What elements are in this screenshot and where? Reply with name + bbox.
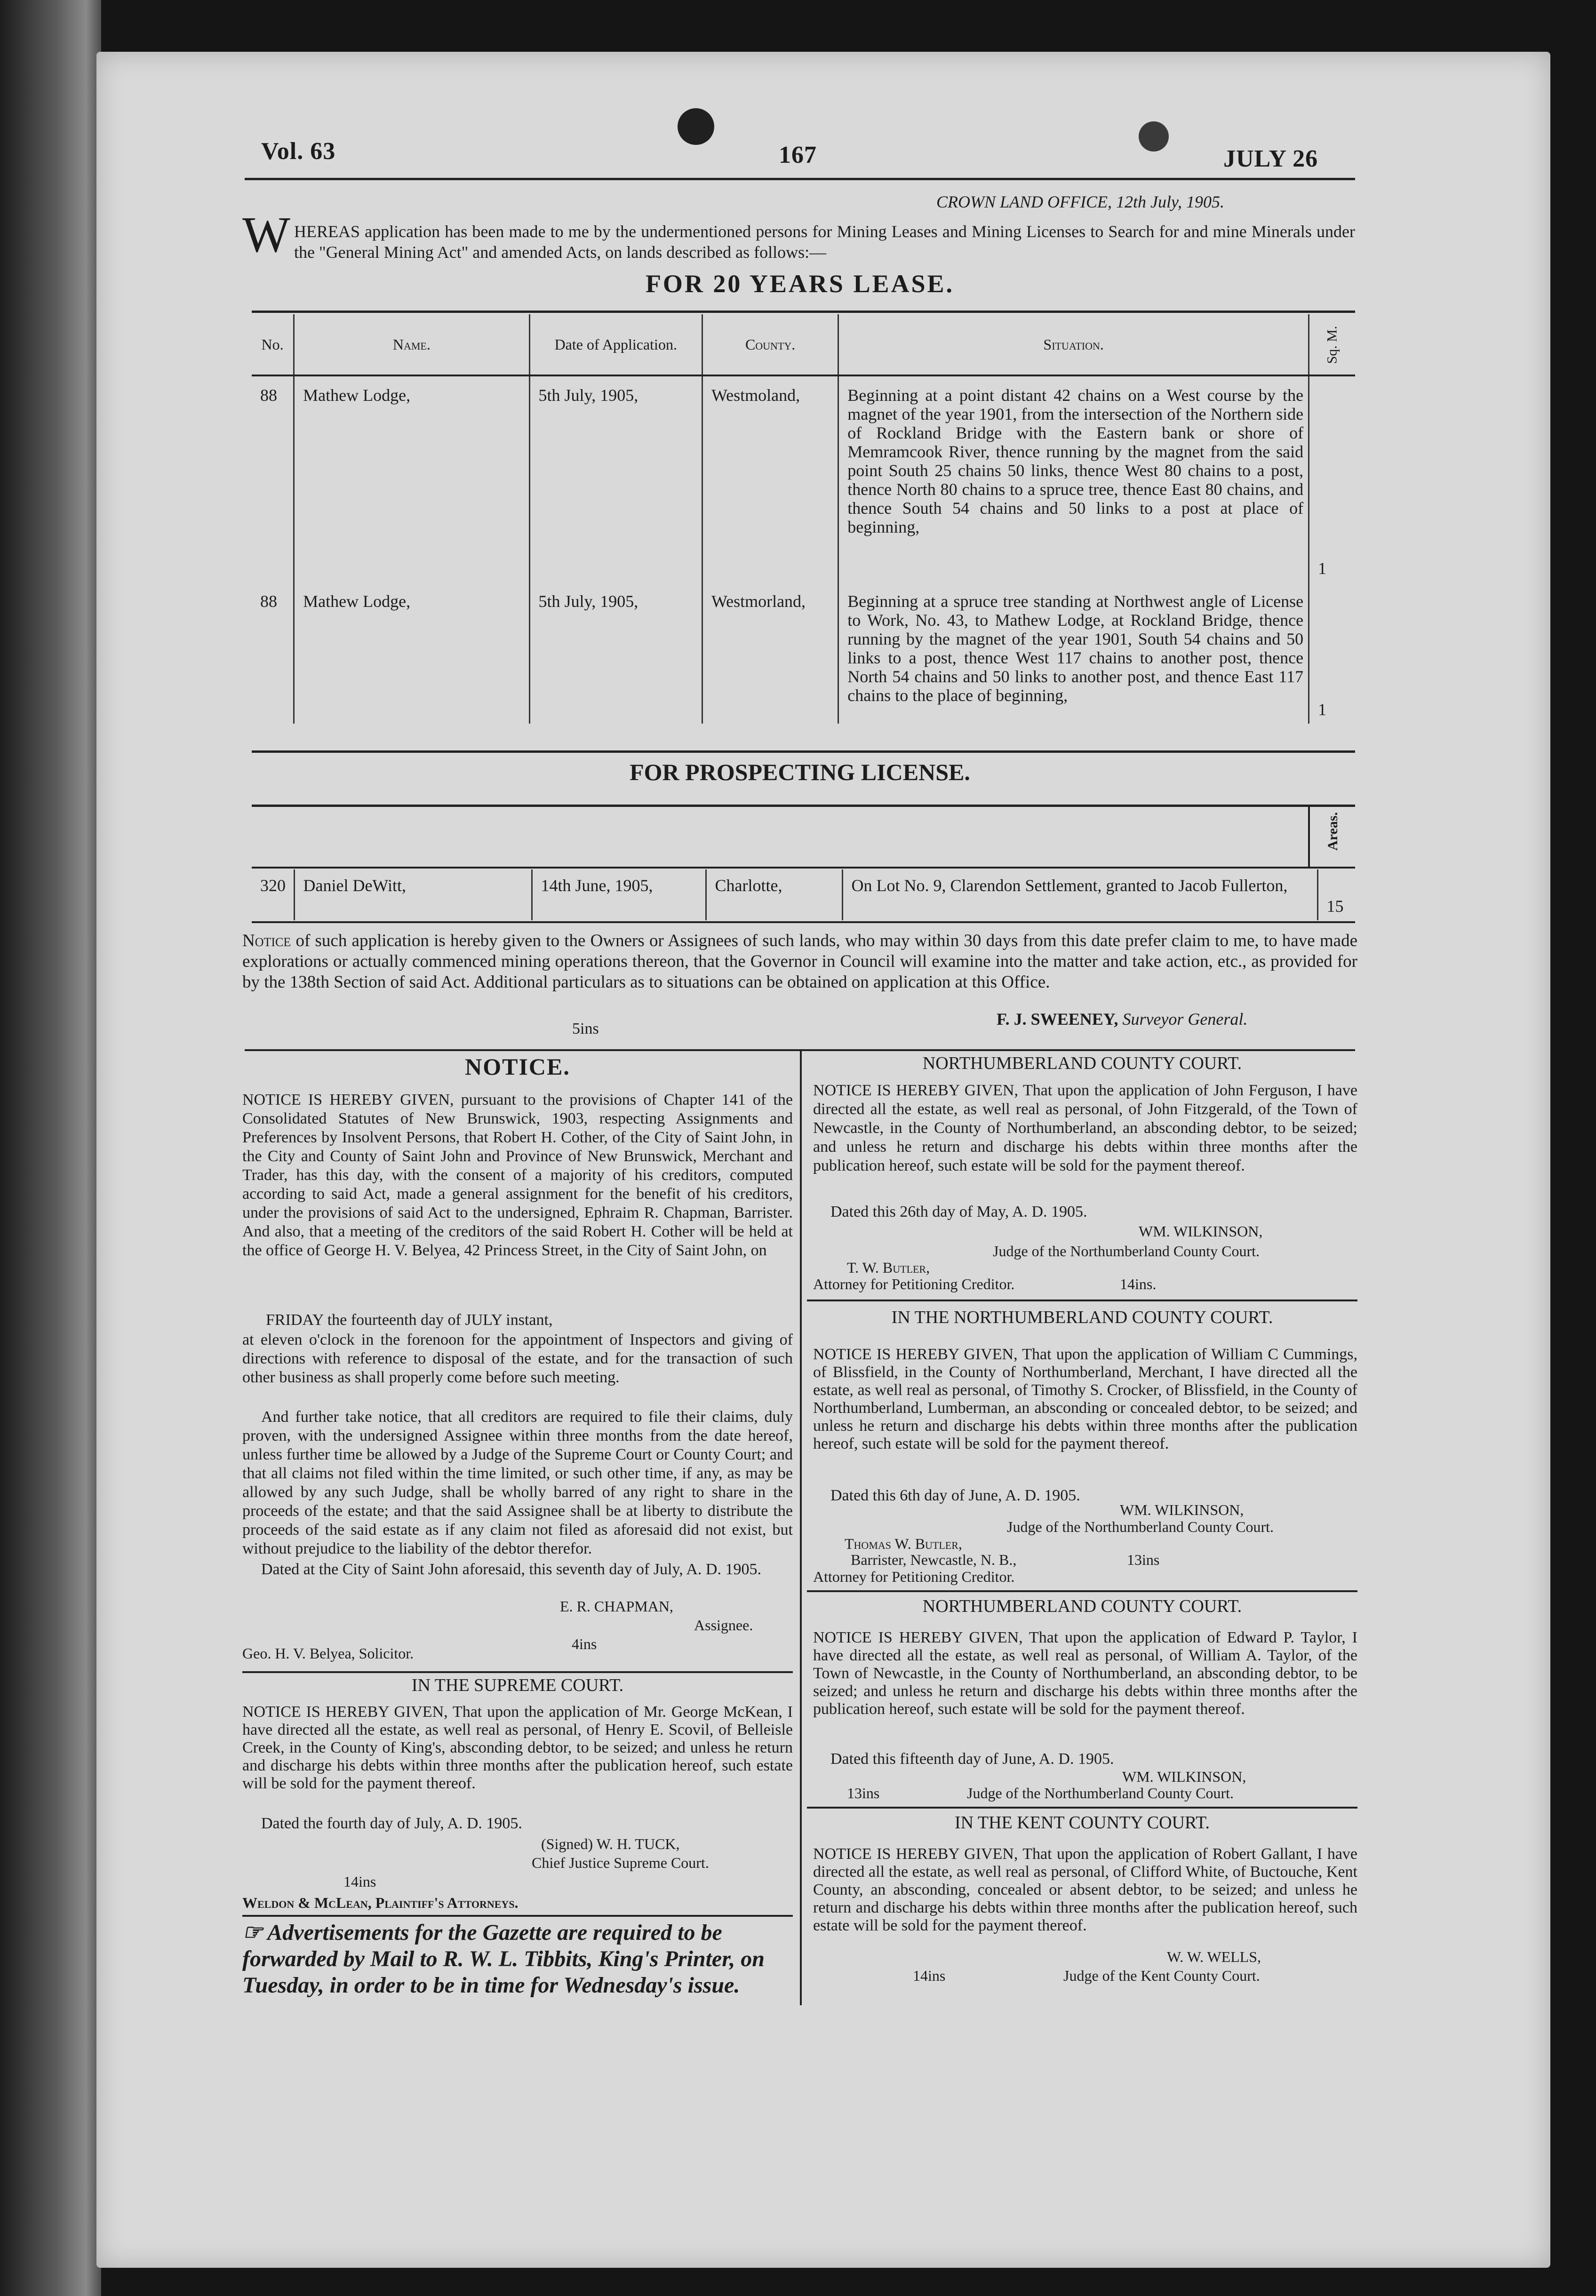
col-sqm	[1309, 314, 1355, 375]
row-no: 320	[252, 869, 294, 920]
prospect-table	[252, 869, 1355, 920]
notice-insertions: 4ins	[572, 1635, 597, 1652]
north3-paragraph: NOTICE IS HEREBY GIVEN, That upon the application of Edward P. Taylor, I have directed all the estate, as well real as personal, of William A. Taylor, of the Town of Newcastle, in the County of Northumberland, an absconding debtor, to be seized; and unless he return and discharge his debts within three months after the publication hereof, such estate will be sold for the payment thereof.	[813, 1629, 1357, 1718]
kent-insertions: 14ins	[913, 1967, 946, 1984]
north2-insertions: 13ins	[1127, 1551, 1160, 1568]
header-rule	[245, 178, 1355, 180]
prospect-rule	[252, 805, 1355, 807]
row-situation: Beginning at a spruce tree standing at Northwest angle of License to Work, No. 43, to Mathew Lodge, at Rockland Bridge, thence running by the magnet of the year 1901, South 54 chains and 50 links to a post, thence West 117 chains to another post, thence North 54 chains and 50 links to another post, and thence East 117 chains to the place of beginning,	[838, 582, 1309, 724]
col-date: Date of Application.	[529, 314, 702, 375]
signature-name: F. J. SWEENEY,	[997, 1010, 1118, 1028]
north1-paragraph: NOTICE IS HEREBY GIVEN, That upon the application of John Ferguson, I have directed all the estate, as well real as personal, of John Fitzgerald, of the Town of Newcastle, in the County of Northumberland, an absconding debtor, to be seized; and unless he return and discharge his debts within three months after the publication hereof, such estate will be sold for the payment thereof.	[813, 1082, 1357, 1174]
drop-cap: W	[242, 207, 290, 263]
north3-rule	[807, 1807, 1357, 1809]
page-number: 167	[779, 142, 817, 168]
north2-rule	[807, 1590, 1357, 1592]
advert-rule	[242, 1915, 793, 1917]
advert-text: Advertisements for the Gazette are required to be forwarded by Mail to R. W. L. Tibbits, King's Printer, on Tuesday, in order to be in time for Wednesday's issue.	[242, 1920, 765, 1998]
north1-attorney: Attorney for Petitioning Creditor.	[813, 1276, 1015, 1292]
row-date: 14th June, 1905,	[532, 869, 706, 920]
notice-lead: Notice	[242, 931, 291, 950]
row-name: Daniel DeWitt,	[294, 869, 532, 920]
col-name: Name.	[294, 314, 529, 375]
north2-signer: WM. WILKINSON,	[1120, 1501, 1244, 1518]
row-name: Mathew Lodge,	[294, 375, 529, 582]
north2-attorney: Attorney for Petitioning Creditor.	[813, 1568, 1015, 1585]
row-date: 5th July, 1905,	[529, 582, 702, 724]
row-situation: Beginning at a point distant 42 chains on a West course by the magnet of the year 1901, from the intersection of the Northern side of Rockland Bridge with the Eastern bank or shore of Memramcook River, thence running by the magnet from the said point South 25 chains 50 links, thence West 80 chains to a post, thence North 80 chains to a spruce tree, thence East 80 chains, and thence South 54 chains and 50 links to a post at place of beginning,	[838, 375, 1309, 582]
north3-judge: Judge of the Northumberland County Court.	[967, 1785, 1234, 1802]
lease-title: FOR 20 YEARS LEASE.	[645, 270, 955, 298]
supreme-attorneys: Weldon & McLean, Plaintiff's Attorneys.	[242, 1894, 519, 1911]
notice-paragraph: NOTICE IS HEREBY GIVEN, pursuant to the provisions of Chapter 141 of the Consolidated Statutes of New Brunswick, 1903, respecting Assignments and Preferences by Insolvent Persons, that Robert H. Cother, of the City of Saint John, in the City and County of Saint John and Province of New Brunswick, Merchant and Trader, has this day, with the consent of a majority of his creditors, computed according to said Act, made a general assignment for the benefit of his creditors, under the provisions of said Act to the undersigned, Ephraim R. Chapman, Barrister. And also, that a meeting of the creditors of the said Robert H. Cother will be held at the office of George H. V. Belyea, 42 Princess Street, in the City of Saint John, on	[242, 1091, 793, 1259]
col-sqm-label: Sq. M.	[1324, 326, 1340, 364]
table-rule	[252, 750, 1355, 753]
prospect-rule	[252, 921, 1355, 923]
col-county: County.	[702, 314, 838, 375]
row-area: 1	[1318, 559, 1327, 578]
table-rule	[252, 311, 1355, 313]
notice-solicitor: Geo. H. V. Belyea, Solicitor.	[242, 1645, 414, 1662]
notice-rule	[242, 1671, 793, 1673]
north3-insertions: 13ins	[847, 1785, 880, 1802]
col-situation: Situation.	[838, 314, 1309, 375]
table-row	[252, 582, 1355, 724]
notice-meeting: FRIDAY the fourteenth day of JULY instant,	[266, 1311, 553, 1329]
gazette-advert-note	[242, 1920, 793, 1999]
notice-signer: E. R. CHAPMAN,	[560, 1598, 673, 1615]
table-row	[252, 375, 1355, 582]
north2-title: IN THE NORTHUMBERLAND COUNTY COURT.	[891, 1307, 1273, 1327]
supreme-title: IN THE SUPREME COURT.	[411, 1675, 624, 1695]
issue-date: JULY 26	[1223, 145, 1318, 172]
supreme-judge: Chief Justice Supreme Court.	[532, 1854, 709, 1871]
row-situation: On Lot No. 9, Clarendon Settlement, granted to Jacob Fullerton,	[842, 869, 1317, 920]
areas-header	[1314, 812, 1351, 852]
punch-hole	[678, 108, 714, 145]
row-county: Charlotte,	[706, 869, 842, 920]
north1-attorney-name: T. W. Butler,	[847, 1259, 930, 1276]
north1-title: NORTHUMBERLAND COUNTY COURT.	[922, 1053, 1242, 1073]
areas-label: Areas.	[1325, 812, 1341, 851]
row-no: 88	[252, 375, 294, 582]
row-area: 1	[1318, 700, 1327, 719]
signature-title: Surveyor General.	[1122, 1010, 1248, 1028]
kent-signer: W. W. WELLS,	[1167, 1948, 1261, 1965]
crown-dateline: CROWN LAND OFFICE, 12th July, 1905.	[936, 192, 1224, 211]
supreme-dated: Dated the fourth day of July, A. D. 1905.	[261, 1815, 522, 1832]
notice-dated: Dated at the City of Saint John aforesaid, this seventh day of July, A. D. 1905.	[261, 1561, 761, 1578]
volume-label: Vol. 63	[261, 138, 336, 165]
lease-table	[252, 314, 1355, 724]
table-row	[252, 869, 1355, 920]
north1-rule	[807, 1299, 1357, 1301]
row-date: 5th July, 1905,	[529, 375, 702, 582]
kent-paragraph: NOTICE IS HEREBY GIVEN, That upon the application of Robert Gallant, I have directed all the estate, as well real as personal, of Clifford White, of Buctouche, Kent County, an absconding, concealed or absent debtor, to be seized; and unless he return and discharge his debts within three months after the publication hereof, such estate will be sold for the payment thereof.	[813, 1845, 1357, 1934]
pointing-hand-icon: ☞	[242, 1920, 263, 1945]
crown-intro: HEREAS application has been made to me by the undermentioned persons for Mining Leases and Mining Licenses to Search for and mine Minerals under the "General Mining Act" and amended Acts, on lands described as follows:—	[294, 222, 1355, 262]
row-area: 15	[1326, 897, 1344, 916]
kent-judge: Judge of the Kent County Court.	[1063, 1967, 1260, 1984]
crown-insertions: 5ins	[572, 1020, 599, 1037]
prospect-rule	[252, 867, 1355, 869]
notice-signer-title: Assignee.	[694, 1617, 753, 1634]
north2-barrister: Barrister, Newcastle, N. B.,	[851, 1551, 1017, 1568]
north1-dated: Dated this 26th day of May, A. D. 1905.	[830, 1203, 1087, 1220]
row-county: Westmoland,	[702, 375, 838, 582]
prospect-title: FOR PROSPECTING LICENSE.	[630, 759, 970, 785]
areas-divider	[1308, 805, 1310, 867]
crown-signature	[997, 1009, 1247, 1029]
north2-paragraph: NOTICE IS HEREBY GIVEN, That upon the application of William C Cummings, of Blissfield, in the County of Northumberland, Merchant, I have directed all the estate, as well real as personal, of Timothy S. Crocker, of Blissfield, in the County of Northumberland, Lumberman, an absconding or concealed debtor, to be seized; and unless he return and discharge his debts within three months after the publication hereof, such estate will be sold for the payment thereof.	[813, 1346, 1357, 1452]
supreme-signed: (Signed) W. H. TUCK,	[541, 1835, 680, 1852]
notice-paragraph: And further take notice, that all creditors are required to file their claims, duly proven, with the undersigned Assignee within three months from the date hereof, unless further time be allowed by a Judge of the Supreme Court or County Court; and that all claims not filed within the time limited, or such other time, if any, as may be allowed by any such Judge, shall be wholly barred of any right to share in the proceeds of the estate; and that the said Assignee shall be at liberty to distribute the proceeds of the said estate as if any claim not filed as aforesaid did not exist, but without prejudice to the liability of the debtor therefor.	[242, 1408, 793, 1557]
north2-judge: Judge of the Northumberland County Court.	[1007, 1518, 1274, 1535]
north1-signer: WM. WILKINSON,	[1139, 1223, 1263, 1240]
notice-paragraph: at eleven o'clock in the forenoon for the appointment of Inspectors and giving of directions with reference to disposal of the estate, and for the transaction of such other business as shall properly come before such meeting.	[242, 1331, 793, 1386]
punch-hole	[1139, 121, 1169, 151]
north2-dated: Dated this 6th day of June, A. D. 1905.	[830, 1487, 1080, 1504]
column-divider	[800, 1050, 802, 2005]
north1-judge: Judge of the Northumberland County Court.	[993, 1243, 1260, 1260]
north1-insertions: 14ins.	[1120, 1276, 1157, 1292]
north3-title: NORTHUMBERLAND COUNTY COURT.	[922, 1596, 1242, 1616]
north3-signer: WM. WILKINSON,	[1122, 1768, 1246, 1785]
supreme-paragraph: NOTICE IS HEREBY GIVEN, That upon the application of Mr. George McKean, I have directed all the estate, as well real as personal, of Henry E. Scovil, of Belleisle Creek, in the County of King's, absconding debtor, to be seized; and unless he return and discharge his debts within three months after the publication hereof, such estate will be sold for the payment thereof.	[242, 1703, 793, 1792]
row-no: 88	[252, 582, 294, 724]
col-no: No.	[252, 314, 294, 375]
crown-notice	[242, 931, 1357, 993]
notice-title: NOTICE.	[465, 1053, 570, 1080]
notice-text: of such application is hereby given to the Owners or Assignees of such lands, who may within 30 days from this date prefer claim to me, to have made explorations or actually commenced mining operations thereon, that the Governor in Council will examine into the matter and take action, etc., as provided for by the 138th Section of said Act. Additional particulars as to situations can be obtained on application at this Office.	[242, 931, 1357, 992]
supreme-insertions: 14ins	[343, 1873, 376, 1890]
row-name: Mathew Lodge,	[294, 582, 529, 724]
book-spine	[0, 0, 101, 2296]
row-county: Westmorland,	[702, 582, 838, 724]
kent-title: IN THE KENT COUNTY COURT.	[954, 1813, 1210, 1833]
north3-dated: Dated this fifteenth day of June, A. D. 1905.	[830, 1750, 1114, 1768]
north2-attorney-name: Thomas W. Butler,	[845, 1535, 962, 1552]
